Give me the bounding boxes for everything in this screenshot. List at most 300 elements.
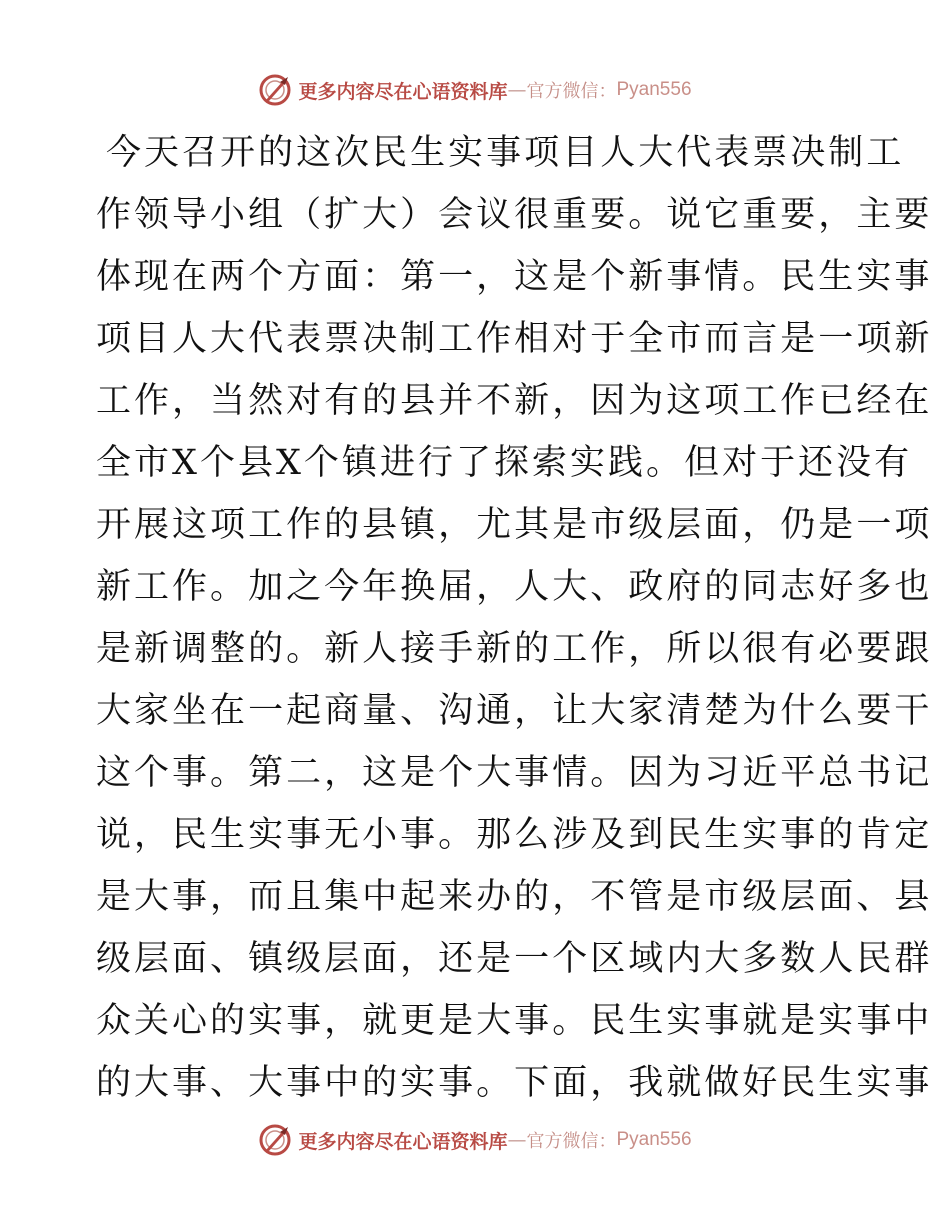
body-char: 多 <box>742 939 781 979</box>
body-char: 表 <box>286 319 325 359</box>
body-char: 实 <box>248 815 287 855</box>
body-char: 体 <box>96 257 135 297</box>
body-char: 在 <box>894 381 933 421</box>
body-char: 事 <box>438 1063 477 1103</box>
body-char: ， <box>742 505 781 545</box>
body-char: 经 <box>856 381 895 421</box>
body-char: 作 <box>286 505 325 545</box>
body-line <box>96 432 913 494</box>
body-char: X <box>275 443 304 483</box>
body-line <box>96 680 933 742</box>
body-char: 量 <box>362 691 401 731</box>
body-line <box>96 928 933 990</box>
body-line <box>96 742 933 804</box>
body-char: 票 <box>752 133 791 173</box>
body-line <box>96 556 933 618</box>
body-char: 整 <box>210 629 249 669</box>
body-char: 作 <box>476 319 515 359</box>
body-char: 平 <box>780 753 819 793</box>
body-char: 一 <box>818 319 857 359</box>
body-char: 制 <box>828 133 867 173</box>
body-char: 个 <box>199 443 238 483</box>
body-char: 不 <box>590 877 629 917</box>
body-char: 商 <box>324 691 363 731</box>
body-char: 事 <box>666 257 705 297</box>
body-char: 的 <box>362 381 401 421</box>
body-char: X <box>172 443 200 483</box>
body-char: 近 <box>742 753 781 793</box>
body-char: 中 <box>362 877 401 917</box>
body-char: 也 <box>894 567 933 607</box>
body-char: 人 <box>600 133 639 173</box>
body-char: 生 <box>818 1063 857 1103</box>
body-char: 个 <box>590 257 629 297</box>
body-char: 行 <box>417 443 456 483</box>
body-char: ， <box>590 1063 629 1103</box>
body-char: 是 <box>666 877 705 917</box>
body-char: 中 <box>324 1063 363 1103</box>
body-char: 对 <box>552 319 591 359</box>
body-char: 县 <box>400 381 439 421</box>
body-char: 开 <box>220 133 259 173</box>
body-char: ： <box>362 257 401 297</box>
body-char: 习 <box>704 753 743 793</box>
body-char: 政 <box>628 567 667 607</box>
body-char: 层 <box>324 939 363 979</box>
body-char: 事 <box>172 753 211 793</box>
body-char: 事 <box>856 1001 895 1041</box>
body-char: 、 <box>400 691 439 731</box>
body-char: 已 <box>818 381 857 421</box>
body-line <box>96 990 933 1052</box>
body-char: 必 <box>818 629 857 669</box>
body-char: 届 <box>438 567 477 607</box>
body-char: 这 <box>666 381 705 421</box>
body-char: 那 <box>476 815 515 855</box>
body-char: 大 <box>210 319 249 359</box>
body-char: 起 <box>400 877 439 917</box>
body-char: 多 <box>856 567 895 607</box>
body-char: 其 <box>514 505 553 545</box>
body-char: 接 <box>400 629 439 669</box>
body-char: 为 <box>666 753 705 793</box>
body-char: 下 <box>514 1063 553 1103</box>
body-char: 新 <box>476 629 515 669</box>
body-char: 、 <box>856 877 895 917</box>
body-char: 家 <box>134 691 173 731</box>
body-char: 大 <box>96 691 135 731</box>
body-char: 实 <box>570 443 609 483</box>
body-char: 现 <box>134 257 173 297</box>
body-char: 会 <box>438 195 477 235</box>
body-char: 及 <box>590 815 629 855</box>
body-char: 是 <box>780 319 819 359</box>
body-char: 是 <box>552 257 591 297</box>
body-char: 尤 <box>476 505 515 545</box>
body-char: 于 <box>760 443 799 483</box>
body-char: 相 <box>514 319 553 359</box>
body-char: 更 <box>400 1001 439 1041</box>
body-char: 工 <box>96 381 135 421</box>
body-char: 索 <box>532 443 571 483</box>
body-char: 人 <box>172 319 211 359</box>
body-char: 实 <box>742 815 781 855</box>
body-char: 以 <box>704 629 743 669</box>
body-char: 管 <box>628 877 667 917</box>
body-char: 有 <box>874 443 913 483</box>
body-char: 不 <box>476 381 515 421</box>
body-char: 实 <box>856 1063 895 1103</box>
body-char: 的 <box>514 877 553 917</box>
body-char: ， <box>476 257 515 297</box>
body-line <box>96 184 933 246</box>
body-char: 个 <box>438 753 477 793</box>
body-char: 集 <box>324 877 363 917</box>
body-char: 说 <box>96 815 135 855</box>
body-char: 事 <box>172 877 211 917</box>
body-char: 总 <box>818 753 857 793</box>
body-char: 项 <box>96 319 135 359</box>
body-char: 的 <box>248 629 287 669</box>
body-char: 新 <box>96 567 135 607</box>
body-char: 要 <box>894 195 933 235</box>
body-char: 、 <box>210 1063 249 1103</box>
body-char: 是 <box>96 629 135 669</box>
body-char: 于 <box>590 319 629 359</box>
body-char: 家 <box>628 691 667 731</box>
body-char: 要 <box>856 691 895 731</box>
header-watermark <box>0 70 950 110</box>
body-char: 在 <box>172 257 211 297</box>
body-char: 项 <box>894 505 933 545</box>
body-char: 跟 <box>894 629 933 669</box>
body-char: 所 <box>666 629 705 669</box>
body-char: 大 <box>476 1001 515 1041</box>
body-char: 实 <box>818 1001 857 1041</box>
body-char: 的 <box>258 133 297 173</box>
body-char: 全 <box>96 443 135 483</box>
body-char: 让 <box>552 691 591 731</box>
body-char: 大 <box>362 195 401 235</box>
body-char: 工 <box>134 567 173 607</box>
body-char: 民 <box>780 257 819 297</box>
body-char: 领 <box>134 195 173 235</box>
body-char: 这 <box>296 133 335 173</box>
body-char: 仍 <box>780 505 819 545</box>
body-char: 大 <box>552 567 591 607</box>
body-char: 大 <box>134 1063 173 1103</box>
body-char: 。 <box>646 443 685 483</box>
body-char: 实 <box>448 133 487 173</box>
body-char: 工 <box>248 505 287 545</box>
body-char: 有 <box>324 381 363 421</box>
body-char: 因 <box>628 753 667 793</box>
body-char: 级 <box>742 877 781 917</box>
body-char: 是 <box>96 877 135 917</box>
body-char: 的 <box>362 1063 401 1103</box>
body-char: 干 <box>894 691 933 731</box>
body-char: 重 <box>742 195 781 235</box>
body-char: 次 <box>334 133 373 173</box>
body-char: 是 <box>818 505 857 545</box>
body-char: 数 <box>780 939 819 979</box>
body-char: 起 <box>286 691 325 731</box>
body-line <box>96 618 933 680</box>
body-char: 要 <box>780 195 819 235</box>
body-char: 我 <box>628 1063 667 1103</box>
body-char: 探 <box>493 443 532 483</box>
body-char: 面 <box>172 939 211 979</box>
body-char: 清 <box>666 691 705 731</box>
header-official-label: 官方微信： <box>526 81 617 102</box>
body-char: 。 <box>742 257 781 297</box>
body-char: 民 <box>856 939 895 979</box>
body-char: 群 <box>894 939 933 979</box>
body-char: 新 <box>628 257 667 297</box>
body-char: 大 <box>248 1063 287 1103</box>
body-char: 第 <box>248 753 287 793</box>
body-char: 事 <box>286 815 325 855</box>
body-char: 县 <box>237 443 276 483</box>
body-char: 好 <box>818 567 857 607</box>
body-char: 这 <box>362 753 401 793</box>
body-char: 主 <box>856 195 895 235</box>
body-char: 新 <box>324 629 363 669</box>
header-watermark-separator: — <box>507 79 527 101</box>
body-char: 面 <box>362 939 401 979</box>
body-char: 大 <box>704 939 743 979</box>
body-char: 情 <box>704 257 743 297</box>
body-char: 心 <box>172 1001 211 1041</box>
body-char: 中 <box>894 1001 933 1041</box>
body-char: 一 <box>514 939 553 979</box>
body-char: 实 <box>400 1063 439 1103</box>
body-char: 市 <box>666 319 705 359</box>
body-char: 它 <box>704 195 743 235</box>
body-char: 定 <box>894 815 933 855</box>
body-char: 小 <box>362 815 401 855</box>
body-char: 有 <box>780 629 819 669</box>
body-char: 众 <box>96 1001 135 1041</box>
body-char: 级 <box>628 505 667 545</box>
body-char: ， <box>818 195 857 235</box>
body-char: 实 <box>856 257 895 297</box>
body-char: ， <box>210 877 249 917</box>
body-char: 么 <box>818 691 857 731</box>
body-char: 镇 <box>341 443 380 483</box>
header-watermark-text: 更多内容尽在心语资料库 <box>298 80 508 103</box>
body-char: 的 <box>324 505 363 545</box>
body-char: 。 <box>210 753 249 793</box>
body-char: 大 <box>638 133 677 173</box>
body-char: 新 <box>894 319 933 359</box>
body-char: 的 <box>514 629 553 669</box>
body-char: 作 <box>590 629 629 669</box>
body-char: 到 <box>628 815 667 855</box>
body-char: 为 <box>742 691 781 731</box>
body-char: 楚 <box>704 691 743 731</box>
body-char: 组 <box>248 195 287 235</box>
body-char: 。 <box>210 567 249 607</box>
body-char: 人 <box>514 567 553 607</box>
body-char: 代 <box>248 319 287 359</box>
body-line <box>96 122 905 184</box>
footer-watermark <box>0 1120 950 1160</box>
body-line <box>96 804 933 866</box>
body-char: 事 <box>486 133 525 173</box>
body-char: 人 <box>818 939 857 979</box>
body-char: ， <box>438 505 477 545</box>
body-char: 事 <box>286 1063 325 1103</box>
body-char: 个 <box>134 753 173 793</box>
body-char: 。 <box>286 629 325 669</box>
body-char: 生 <box>704 815 743 855</box>
body-char: 就 <box>362 1001 401 1041</box>
body-char: 项 <box>704 381 743 421</box>
body-char: 践 <box>608 443 647 483</box>
body-char: 这 <box>172 505 211 545</box>
body-char: 项 <box>210 505 249 545</box>
body-char: 新 <box>134 629 173 669</box>
body-char: 域 <box>628 939 667 979</box>
body-char: 制 <box>400 319 439 359</box>
body-char: 个 <box>303 443 342 483</box>
body-char: 第 <box>400 257 439 297</box>
body-char: 的 <box>210 1001 249 1041</box>
body-char: ， <box>324 753 363 793</box>
body-char: 这 <box>96 753 135 793</box>
body-char: 作 <box>134 381 173 421</box>
body-char: 层 <box>666 505 705 545</box>
body-char: 生 <box>410 133 449 173</box>
body-char: 且 <box>286 877 325 917</box>
quill-logo-icon <box>258 73 292 107</box>
body-line <box>96 1052 933 1114</box>
body-char: 扩 <box>324 195 363 235</box>
body-char: 。 <box>552 1001 591 1041</box>
body-char: 。 <box>438 815 477 855</box>
body-char: 事 <box>894 1063 933 1103</box>
footer-official-label: 官方微信： <box>526 1131 617 1152</box>
body-char: 镇 <box>248 939 287 979</box>
body-char: 方 <box>286 257 325 297</box>
body-char: 开 <box>96 505 135 545</box>
body-line <box>96 494 933 556</box>
body-char: 项 <box>524 133 563 173</box>
body-char: 作 <box>780 381 819 421</box>
body-char: 工 <box>742 381 781 421</box>
body-char: 展 <box>134 505 173 545</box>
body-char: 关 <box>134 1001 173 1041</box>
body-char: 很 <box>742 629 781 669</box>
body-char: 么 <box>514 815 553 855</box>
body-char: 进 <box>379 443 418 483</box>
body-char: 生 <box>818 257 857 297</box>
body-char: 了 <box>455 443 494 483</box>
body-char: 作 <box>172 567 211 607</box>
header-wechat-id: Pyan556 <box>616 79 692 100</box>
body-char: 级 <box>286 939 325 979</box>
body-char: 来 <box>438 877 477 917</box>
body-char: 全 <box>628 319 667 359</box>
document-body <box>96 122 933 1114</box>
body-char: 记 <box>894 753 933 793</box>
body-char: 什 <box>780 691 819 731</box>
body-char: 事 <box>172 1063 211 1103</box>
body-char: 但 <box>684 443 723 483</box>
body-char: 小 <box>210 195 249 235</box>
body-char: 民 <box>666 815 705 855</box>
body-char: 事 <box>286 1001 325 1041</box>
body-line <box>96 246 933 308</box>
body-char: 内 <box>666 939 705 979</box>
body-char: 票 <box>324 319 363 359</box>
body-char: 因 <box>590 381 629 421</box>
body-char: 实 <box>666 1001 705 1041</box>
body-char: 市 <box>704 877 743 917</box>
body-char: 要 <box>590 195 629 235</box>
body-char: ， <box>476 567 515 607</box>
body-char: 对 <box>286 381 325 421</box>
body-char: 市 <box>134 443 173 483</box>
body-char: 项 <box>856 319 895 359</box>
body-char: 并 <box>438 381 477 421</box>
body-char: 办 <box>476 877 515 917</box>
body-char: 手 <box>438 629 477 669</box>
body-line <box>96 370 933 432</box>
body-char: 事 <box>514 1001 553 1041</box>
body-char: 事 <box>514 753 553 793</box>
body-char: 府 <box>666 567 705 607</box>
body-char: 民 <box>590 1001 629 1041</box>
body-char: 的 <box>704 567 743 607</box>
body-char: 两 <box>210 257 249 297</box>
body-char: ， <box>134 815 173 855</box>
body-char: 面 <box>324 257 363 297</box>
body-char: ， <box>400 939 439 979</box>
body-char: 个 <box>248 257 287 297</box>
body-char: 事 <box>400 815 439 855</box>
body-char: 面 <box>818 877 857 917</box>
body-char: 重 <box>552 195 591 235</box>
footer-wechat-id: Pyan556 <box>616 1129 692 1150</box>
body-char: 年 <box>362 567 401 607</box>
body-char: 面 <box>552 1063 591 1103</box>
body-char: 作 <box>96 195 135 235</box>
body-char: 坐 <box>172 691 211 731</box>
body-char: 还 <box>798 443 837 483</box>
body-char: 大 <box>134 877 173 917</box>
body-char: 镇 <box>400 505 439 545</box>
body-char: 决 <box>362 319 401 359</box>
body-char: 很 <box>514 195 553 235</box>
body-char: 。 <box>590 753 629 793</box>
body-char: 当 <box>210 381 249 421</box>
body-char: 同 <box>742 567 781 607</box>
body-char: 好 <box>742 1063 781 1103</box>
body-char: 新 <box>514 381 553 421</box>
body-char: 为 <box>628 381 667 421</box>
body-char: 调 <box>172 629 211 669</box>
body-char: 召 <box>182 133 221 173</box>
body-char: 民 <box>780 1063 819 1103</box>
body-char: 导 <box>172 195 211 235</box>
body-char: 要 <box>856 629 895 669</box>
body-char: 大 <box>476 753 515 793</box>
body-char: 的 <box>96 1063 135 1103</box>
body-char: 天 <box>144 133 183 173</box>
body-char: 今 <box>324 567 363 607</box>
